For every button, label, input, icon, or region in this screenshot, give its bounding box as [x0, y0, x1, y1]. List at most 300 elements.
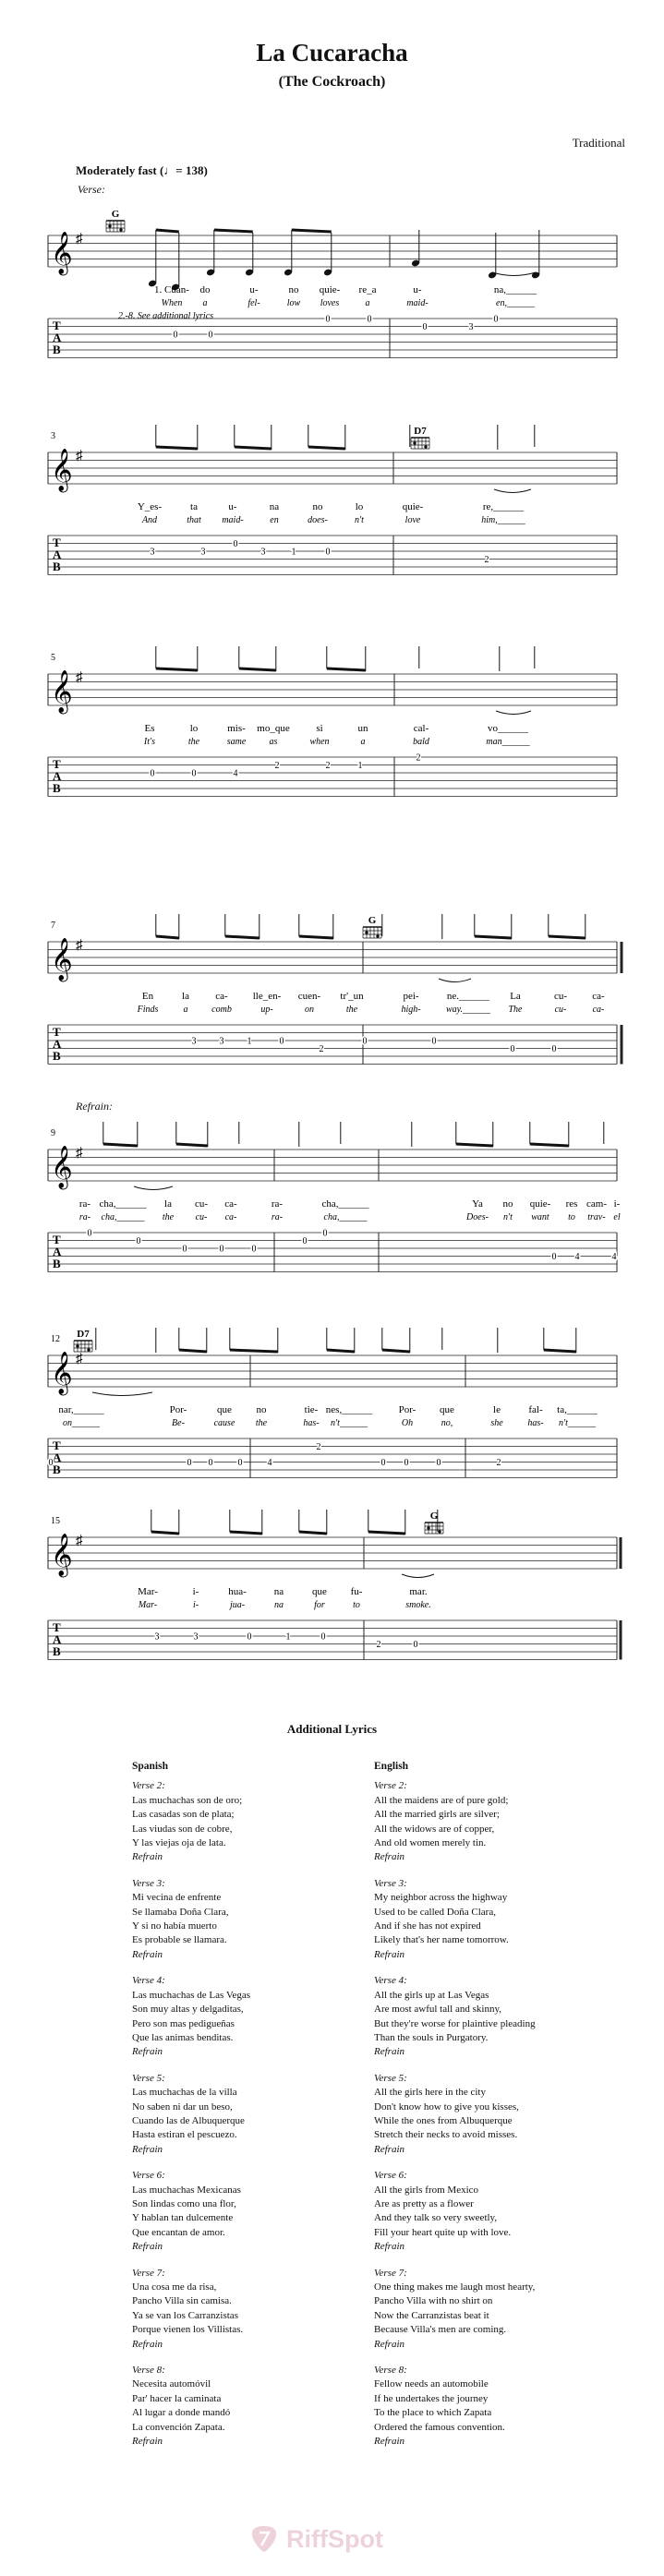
tie — [439, 979, 471, 982]
lyric-line1-syllable: si — [316, 723, 323, 734]
lyric-line2-syllable: she — [490, 1418, 503, 1428]
lyric-line2-syllable: ra- — [78, 1212, 91, 1222]
lyric-line1-syllable: mar. — [409, 1586, 428, 1597]
tab-fret-number: 0 — [367, 314, 372, 325]
lyric-line1-syllable: quie- — [319, 284, 341, 295]
lyric-line1-syllable: hua- — [228, 1586, 247, 1597]
tab-clef-letter: T — [53, 536, 61, 549]
lyric-line: But they're worse for plaintive pleading — [374, 2017, 536, 2029]
tab-fret-number: 3 — [219, 1036, 224, 1047]
tab-fret-number: 4 — [574, 1252, 580, 1262]
treble-clef-icon: 𝄞 — [51, 1534, 73, 1575]
tie — [92, 1392, 152, 1396]
lyric-line: All the girls from Mexico — [374, 2184, 479, 2196]
lyric-line: Son muy altas y delgaditas, — [132, 2004, 244, 2016]
staff-lines — [48, 1537, 617, 1569]
measure-number: 15 — [51, 1516, 60, 1526]
lyric-line2-syllable: the — [187, 737, 200, 747]
tab-fret-number: 1 — [357, 761, 363, 771]
notes — [95, 1122, 605, 1147]
lyric-line2-syllable: en — [270, 515, 279, 525]
chord-name: G — [429, 1511, 439, 1522]
sharp-icon: ♯ — [76, 449, 83, 463]
tab-fret-number: 0 — [173, 330, 178, 341]
tab-fret-number: 0 — [325, 314, 331, 325]
lyric-line3: 2.-8. See additional lyrics — [118, 311, 214, 321]
tab-fret-number: 0 — [510, 1044, 515, 1054]
lyric-line2-syllable: trav- — [587, 1212, 606, 1222]
tab-clef-letter: A — [53, 548, 62, 561]
lyric-line2-syllable: on______ — [63, 1418, 100, 1428]
lyric-line: Pancho Villa sin camisa. — [132, 2295, 232, 2307]
beam — [299, 1532, 327, 1534]
lyric-line2-syllable: him,______ — [481, 515, 525, 525]
tab-clef-letter: A — [53, 1245, 62, 1258]
tab-fret-number: 0 — [233, 539, 238, 549]
tab-fret-number: 0 — [325, 547, 331, 558]
lyric-line1-syllable: vo______ — [488, 723, 528, 734]
lyric-line1-syllable: mo_que — [257, 723, 290, 734]
tab-fret-number: 0 — [362, 1036, 368, 1047]
refrain-marker: Refrain — [132, 2338, 163, 2350]
lyric-line1-syllable: cam- — [586, 1198, 607, 1210]
tab-fret-number: 0 — [247, 1631, 252, 1643]
lyric-line1-syllable: La — [510, 991, 521, 1002]
lyric-line: Es probable se llamara. — [132, 1934, 227, 1946]
lyric-line2-syllable: cu- — [554, 1005, 567, 1015]
lyric-line: Necesita automóvil — [132, 2378, 211, 2390]
sharp-icon: ♯ — [76, 670, 83, 685]
lyric-line2-syllable: way.______ — [445, 1005, 491, 1015]
lyric-line2-syllable: high- — [401, 1005, 421, 1015]
sharp-icon: ♯ — [76, 1146, 83, 1161]
tab-lines — [48, 1620, 617, 1660]
chord-diagram — [411, 426, 429, 449]
staff-lines — [48, 674, 617, 705]
system-2 — [0, 425, 664, 600]
lyric-line1-syllable: no — [502, 1198, 513, 1210]
tab-fret-number: 4 — [267, 1458, 272, 1468]
lyric-line2-syllable: does- — [308, 515, 328, 525]
tab-fret-number: 0 — [493, 314, 499, 325]
lyric-line1-syllable: que — [312, 1586, 327, 1597]
lyric-line2-syllable: on — [305, 1005, 314, 1015]
spanish-lyrics-column — [132, 1760, 250, 2461]
spanish-verse — [132, 2267, 250, 2352]
lyric-line2-syllable: love — [404, 515, 421, 525]
lyric-line1-syllable: fu- — [350, 1586, 363, 1597]
beam — [368, 1532, 405, 1534]
lyric-line: Las muchachas de la villa — [132, 2087, 237, 2099]
tab-fret-number: 1 — [285, 1631, 291, 1643]
refrain-marker: Refrain — [132, 2046, 163, 2058]
tab-clef-letter: A — [53, 1037, 62, 1051]
lyric-line1-syllable: tr'_un — [340, 991, 364, 1002]
tab-fret-number: 0 — [380, 1458, 386, 1468]
lyric-line: Una cosa me da risa, — [132, 2281, 217, 2293]
tab-fret-number: 0 — [191, 768, 197, 779]
sharp-icon: ♯ — [76, 232, 83, 247]
lyric-line2-syllable: a — [365, 298, 370, 308]
guitar-pick-icon — [249, 2524, 279, 2554]
lyric-line2-syllable: And — [141, 515, 158, 525]
sharp-icon: ♯ — [76, 1352, 83, 1366]
lyric-line1-syllable: Es — [144, 723, 155, 734]
verse-label: Verse: — [78, 183, 105, 196]
chord-name: D7 — [77, 1329, 90, 1340]
verse-label: Verse 3: — [374, 1877, 407, 1889]
lyric-line1-syllable: ne.______ — [446, 991, 490, 1002]
tab-lines — [48, 1438, 617, 1478]
tab-fret-number: 0 — [279, 1036, 284, 1047]
lyric-line: Las casadas son de plata; — [132, 1809, 235, 1821]
tab-fret-number: 0 — [182, 1244, 187, 1255]
treble-clef-icon: 𝄞 — [51, 1352, 73, 1393]
tab-lines — [48, 1233, 617, 1272]
english-verse — [374, 2072, 536, 2157]
tab-fret-number: 0 — [208, 330, 213, 341]
refrain-marker: Refrain — [374, 2338, 404, 2350]
english-verse — [374, 2169, 536, 2254]
tab-fret-number: 0 — [48, 1458, 54, 1468]
tab-fret-number: 0 — [302, 1236, 308, 1246]
beam — [530, 1144, 569, 1146]
lyric-line2-syllable: n't — [503, 1212, 513, 1222]
lyric-line2-syllable: When — [161, 298, 183, 308]
tab-clef-letter: T — [53, 1620, 61, 1634]
tab-fret-number: 0 — [413, 1640, 418, 1650]
system-7 — [0, 1510, 664, 1685]
tab-fret-number: 4 — [233, 768, 238, 779]
notes — [143, 1510, 439, 1535]
tie — [494, 489, 531, 493]
lyric-line2-syllable: n't______ — [331, 1418, 368, 1428]
lyric-line2-syllable: fel- — [247, 298, 260, 308]
tab-fret-number: 2 — [325, 761, 331, 771]
tab-clef-letter: T — [53, 1438, 61, 1452]
staff-lines — [48, 942, 617, 973]
beam — [327, 1350, 355, 1352]
tab-fret-number: 0 — [322, 1228, 328, 1239]
tab-fret-number: 3 — [191, 1036, 197, 1047]
lyric-line2-syllable: Oh — [401, 1418, 414, 1428]
lyric-line1-syllable: u- — [249, 284, 259, 295]
tab-fret-number: 4 — [611, 1252, 617, 1262]
lyric-line1-syllable: cha,______ — [99, 1198, 147, 1210]
beam — [156, 230, 179, 232]
tab-fret-number: 3 — [200, 547, 206, 558]
riffspot-logo — [249, 2521, 416, 2558]
beam — [214, 230, 253, 232]
lyric-line1-syllable: la — [182, 991, 189, 1002]
lyric-line1-syllable: nar,______ — [58, 1404, 104, 1415]
tab-fret-number: 3 — [260, 547, 266, 558]
tab-fret-number: 0 — [431, 1036, 437, 1047]
beam — [235, 447, 272, 449]
lyric-line1-syllable: i- — [613, 1198, 621, 1210]
lyric-line1-syllable: nes,______ — [325, 1404, 373, 1415]
lyric-line1-syllable: que — [217, 1404, 232, 1415]
lyric-line: Las muchachas de Las Vegas — [132, 1989, 251, 2001]
beam — [382, 1350, 410, 1352]
lyric-line: Likely that's her name tomorrow. — [374, 1934, 509, 1946]
lyric-line1-syllable: cal- — [413, 723, 429, 734]
lyric-line: Porque vienen los Villistas. — [132, 2324, 244, 2336]
lyric-line: If he undertakes the journey — [374, 2392, 489, 2404]
lyric-line2-syllable: ra- — [271, 1212, 284, 1222]
system-1 — [0, 208, 664, 383]
treble-clef-icon: 𝄞 — [51, 449, 73, 490]
lyric-line1-syllable: re_a — [358, 284, 377, 295]
lyric-line: Used to be called Doña Clara, — [374, 1906, 496, 1918]
refrain-marker: Refrain — [374, 1948, 404, 1960]
lyric-line1-syllable: u- — [228, 501, 237, 512]
lyric-line2-syllable: n't______ — [559, 1418, 596, 1428]
lyric-line2-syllable: a — [360, 737, 366, 747]
beam — [103, 1144, 138, 1146]
tab-fret-number: 2 — [496, 1458, 501, 1468]
tab-fret-number: 0 — [136, 1236, 141, 1246]
staff-lines — [48, 452, 617, 484]
lyric-line1-syllable: u- — [413, 284, 422, 295]
tab-fret-number: 0 — [208, 1458, 213, 1468]
lyric-line: Y hablan tan dulcemente — [132, 2212, 234, 2224]
lyric-line1-syllable: na — [269, 501, 280, 512]
lyric-line2-syllable: for — [314, 1600, 325, 1610]
lyric-line2-syllable: man______ — [486, 737, 530, 747]
lyric-line2-syllable: Does- — [466, 1212, 489, 1222]
verse-label: Verse 4: — [374, 1975, 407, 1987]
lyric-line2-syllable: loves — [320, 298, 340, 308]
tab-clef-letter: B — [53, 343, 61, 356]
staff-lines — [48, 1150, 617, 1181]
lyric-line2-syllable: as — [269, 737, 278, 747]
tab-fret-number: 0 — [551, 1252, 557, 1262]
lyric-line1-syllable: ra- — [78, 1198, 91, 1210]
treble-clef-icon: 𝄞 — [51, 232, 73, 273]
lyric-line2-syllable: a — [183, 1005, 188, 1015]
tab-fret-number: 1 — [247, 1036, 252, 1047]
lyric-line2-syllable: the — [162, 1212, 175, 1222]
tab-clef-letter: A — [53, 769, 62, 783]
lyric-line1-syllable: do — [199, 284, 211, 295]
tab-clef-letter: T — [53, 1233, 61, 1246]
lyric-line2-syllable: It's — [143, 737, 156, 747]
notes — [148, 425, 536, 450]
tab-clef-letter: B — [53, 781, 61, 795]
lyric-line2-syllable: a — [202, 298, 208, 308]
tab-fret-number: 2 — [274, 761, 280, 771]
tab-fret-number: 2 — [316, 1442, 321, 1452]
lyric-line2-syllable: same — [226, 737, 247, 747]
lyric-line2-syllable: low — [286, 298, 301, 308]
lyric-line: Las muchachas Mexicanas — [132, 2184, 241, 2196]
lyric-line: Las muchachas son de oro; — [132, 1794, 243, 1806]
lyric-line: Y si no había muerto — [132, 1920, 217, 1932]
lyric-line2-syllable: Be- — [172, 1418, 185, 1428]
lyric-line2-syllable: i- — [192, 1600, 199, 1610]
refrain-marker: Refrain — [132, 2241, 163, 2253]
lyric-line: Cuando las de Albuquerque — [132, 2114, 245, 2126]
refrain-marker: Refrain — [132, 2143, 163, 2155]
lyric-line: La convención Zapata. — [132, 2421, 225, 2433]
spanish-header: Spanish — [132, 1761, 169, 1772]
lyric-line2-syllable: has- — [527, 1418, 544, 1428]
tie — [496, 711, 531, 715]
chord-diagram — [74, 1329, 92, 1352]
lyric-line: Pancho Villa with no shirt on — [374, 2295, 493, 2307]
verse-label: Verse 2: — [132, 1780, 165, 1792]
lyric-line1-syllable: quie- — [529, 1198, 551, 1210]
tie — [402, 1574, 434, 1578]
tie — [492, 272, 536, 276]
lyric-line2-syllable: the — [255, 1418, 268, 1428]
lyric-line1-syllable: Por- — [169, 1404, 187, 1415]
lyric-line1-syllable: ra- — [271, 1198, 284, 1210]
tab-fret-number: 0 — [150, 768, 155, 779]
refrain-marker: Refrain — [374, 2046, 404, 2058]
refrain-marker: Refrain — [132, 1948, 163, 1960]
lyric-line: Fill your heart quite up with love. — [374, 2226, 512, 2238]
lyric-line2-syllable: to — [568, 1212, 575, 1222]
chord-name: G — [368, 915, 377, 926]
tab-clef-letter: B — [53, 560, 61, 573]
lyric-line: Las viudas son de cobre, — [132, 1823, 233, 1835]
lyric-line: Par' hacer la caminata — [132, 2392, 222, 2404]
lyric-line1-syllable: Mar- — [138, 1586, 158, 1597]
lyric-line1-syllable: lle_en- — [252, 991, 282, 1002]
lyric-line2-syllable: that — [187, 515, 201, 525]
english-lyrics-column — [374, 1760, 536, 2461]
beam — [179, 1350, 207, 1352]
lyric-line: Hasta estiran el pescuezo. — [132, 2129, 237, 2141]
lyric-line2-syllable: smoke. — [405, 1600, 431, 1610]
lyric-line: And old women merely tin. — [374, 1837, 487, 1849]
english-verse — [374, 2267, 536, 2352]
lyric-line2-syllable: cha,______ — [323, 1212, 368, 1222]
english-header: English — [374, 1761, 409, 1772]
tab-fret-number: 0 — [436, 1458, 441, 1468]
lyric-line: Now the Carranzistas beat it — [374, 2309, 489, 2321]
lyric-line: All the girls here in the city — [374, 2087, 486, 2099]
lyric-line2-syllable: Finds — [137, 1005, 159, 1015]
lyric-line: Que las animas benditas. — [132, 2031, 234, 2043]
tab-fret-number: 0 — [219, 1244, 224, 1255]
verse-label: Verse 5: — [374, 2072, 407, 2084]
tab-lines — [48, 536, 617, 575]
refrain-marker: Refrain — [132, 1851, 163, 1863]
lyric-line1-syllable: ca- — [592, 991, 605, 1002]
tab-clef-letter: T — [53, 757, 61, 771]
beam — [299, 936, 333, 938]
lyric-line1-syllable: tie- — [304, 1404, 319, 1415]
chord-diagram — [106, 209, 125, 232]
lyric-line1-syllable: ta,______ — [557, 1404, 598, 1415]
verse-label: Verse 4: — [132, 1975, 165, 1987]
lyric-line: All the widows are of copper, — [374, 1823, 495, 1835]
lyric-line1-syllable: Ya — [472, 1198, 483, 1210]
verse-label: Verse 2: — [374, 1780, 407, 1792]
lyric-line2-syllable: ca- — [224, 1212, 237, 1222]
lyric-line1-syllable: pei- — [403, 991, 419, 1002]
beam — [230, 1532, 262, 1534]
tab-clef-letter: A — [53, 331, 62, 344]
verse-label: Verse 5: — [132, 2072, 165, 2084]
notes — [148, 230, 540, 291]
lyric-line2-syllable: want — [531, 1212, 549, 1222]
beam — [308, 447, 345, 449]
lyric-line2-syllable: maid- — [406, 298, 429, 308]
beam — [225, 936, 260, 938]
additional-lyrics-title: Additional Lyrics — [286, 1722, 378, 1736]
beam — [156, 936, 179, 938]
beam — [456, 1144, 493, 1146]
beam — [239, 668, 276, 670]
treble-clef-icon: 𝄞 — [51, 670, 73, 712]
tab-fret-number: 2 — [376, 1640, 381, 1650]
english-verse — [374, 2364, 536, 2449]
lyric-line1-syllable: re,______ — [482, 501, 525, 512]
lyric-line2-syllable: to — [353, 1600, 360, 1610]
lyric-line2-syllable: n't — [355, 515, 364, 525]
lyric-line2-syllable: en,______ — [496, 298, 535, 308]
lyric-line: Ordered the famous convention. — [374, 2421, 505, 2433]
chord-diagram — [363, 915, 381, 938]
lyric-line2-syllable: no, — [441, 1418, 453, 1428]
refrain-marker: Refrain — [374, 2241, 404, 2253]
lyric-line1-syllable: no — [312, 501, 323, 512]
lyric-line2-syllable: Mar- — [138, 1600, 158, 1610]
lyric-line2-syllable: The — [508, 1005, 523, 1015]
tab-clef-letter: T — [53, 1025, 61, 1039]
chord-name: G — [111, 209, 120, 220]
treble-clef-icon: 𝄞 — [51, 1146, 73, 1187]
lyric-line: Stretch their necks to avoid misses. — [374, 2129, 518, 2141]
tab-clef-letter: B — [53, 1049, 61, 1063]
lyric-line1-syllable: cha,______ — [321, 1198, 369, 1210]
beam — [230, 1350, 278, 1352]
verse-label: Verse 6: — [132, 2170, 165, 2182]
lyric-line1-syllable: na — [273, 1586, 284, 1597]
song-title: La Cucaracha — [256, 39, 408, 66]
verse-label: Verse 3: — [132, 1877, 165, 1889]
lyric-line: Pero son mas pedigueñas — [132, 2017, 235, 2029]
lyric-line2-syllable: cause — [213, 1418, 235, 1428]
lyric-line1-syllable: Por- — [398, 1404, 417, 1415]
lyric-line1-syllable: Y_es- — [137, 501, 163, 512]
lyric-line1-syllable: ta — [190, 501, 198, 512]
lyric-line: Son lindas como una flor, — [132, 2197, 236, 2209]
beam — [176, 1144, 208, 1146]
refrain-marker: Refrain — [374, 1851, 404, 1863]
lyric-line1-syllable: lo — [189, 723, 199, 734]
logo-text: RiffSpot — [286, 2524, 383, 2553]
beam — [292, 230, 332, 232]
verse-label: Verse 6: — [374, 2170, 407, 2182]
tempo-marking: Moderately fast (♩= 138) — [76, 163, 208, 177]
lyric-line1-syllable: la — [164, 1198, 172, 1210]
verse-label: Verse 8: — [132, 2365, 165, 2377]
tie — [134, 1186, 173, 1190]
beam — [151, 1532, 179, 1534]
lyric-line: Y las viejas oja de lata. — [132, 1837, 226, 1849]
system-6 — [0, 1328, 664, 1503]
lyric-line1-syllable: res — [565, 1198, 578, 1210]
refrain-marker: Refrain — [374, 2436, 404, 2448]
tab-fret-number: 3 — [193, 1631, 199, 1643]
beam — [156, 447, 198, 449]
beam — [475, 936, 512, 938]
